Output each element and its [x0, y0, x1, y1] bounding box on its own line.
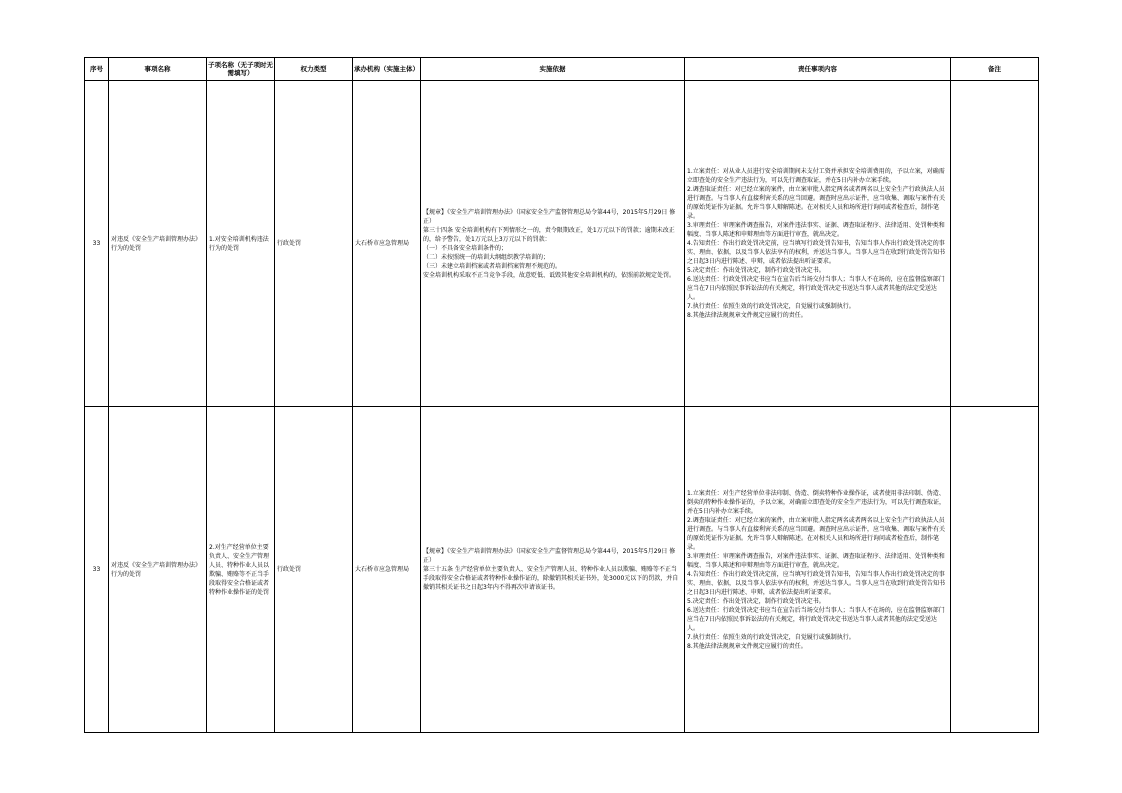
responsibility-line: 4.告知责任：作出行政处罚决定前，应当填写行政处罚告知书，告知当事人作出行政处罚决定的事实、理由、依据，以及当事人依法享有的权利，并送达当事人。当事人应当在收到行政处罚告知书之日起3日内进行陈述、申辩，或者依法提出听证要求。: [687, 570, 946, 596]
item-name-cell: 对违反《安全生产培训管理办法》行为的处罚: [109, 407, 207, 733]
responsibility-line: 5.决定责任：作出处罚决定，制作行政处罚决定书。: [687, 597, 825, 605]
responsibility-line: 3.审理责任：审理案件调查报告，对案件违法事实、证据、调查取证程序、法律适用、处罚种类和幅度、当事人陈述和申辩理由等方面进行审查，就出决定。: [687, 552, 945, 569]
power-type-cell: 行政处罚: [275, 81, 353, 407]
header-row: [85, 58, 1039, 81]
basis-line: （一）不具备安全培训条件的；: [423, 244, 508, 252]
responsibility-line: 6.送达责任：行政处罚决定书应当在宣告后当场交付当事人；当事人不在场的，应在监督监察部门应当在7日内依照民事诉讼法的有关规定，将行政处罚决定书送达当事人或者其他的法定受送达人。: [687, 606, 945, 632]
power-type-cell: 行政处罚: [275, 407, 353, 733]
basis-line: 【规章】《安全生产培训管理办法》（国家安全生产监督管理总局令第44号，2015年5月29日 修正）: [423, 208, 676, 225]
responsibility-line: 1.立案责任：对生产经营单位非法印制、伪造、倒卖特种作业操作证，或者使用非法印制、伪造、倒卖的特种作业操作证的，予以立案，对确需立即查处的安全生产违法行为，可以先行调查取证，并在5日内补办立案手续。: [687, 489, 946, 515]
remarks-cell: [951, 407, 1039, 733]
table-row: [85, 407, 1039, 733]
header-sub-item: 子项名称（无子项时无需填写）: [207, 58, 275, 81]
responsibility-table: [84, 57, 1039, 733]
responsibility-line: 8.其他法律法规规章文件规定应履行的责任。: [687, 312, 807, 319]
agency-cell: 大石桥市应急管理局: [353, 81, 421, 407]
sub-item-cell: 2.对生产经营单位主要负责人、安全生产管理人员、特种作业人员以欺骗、贿赂等不正当手段取得安全合格证或者特种作业操作证的处罚: [207, 407, 275, 733]
basis-line: 第三十五条 生产经营单位主要负责人、安全生产管理人员、特种作业人员以欺骗、贿赂等不正当手段取得安全合格证或者特种作业操作证的，除撤销其相关证书外，处3000元以下的罚款，并自撤销其相关证书之日起3年内不得再次申请该证书。: [423, 566, 679, 591]
basis-cell: [421, 81, 685, 407]
header-basis: 实施依据: [421, 58, 685, 81]
responsibility-line: 6.送达责任：行政处罚决定书应当在宣告后当场交付当事人；当事人不在场的，应在监督监察部门应当在7日内依照民事诉讼法的有关规定，将行政处罚决定书送达当事人或者其他的法定受送达人。: [687, 276, 945, 301]
remarks-cell: [951, 81, 1039, 407]
basis-line: 安全培训机构采取不正当竞争手段，故意贬低、诋毁其他安全培训机构的，依照前款规定处罚。: [423, 271, 676, 279]
responsibility-line: 8.其他法律法规规章文件规定应履行的责任。: [687, 642, 807, 650]
responsibility-cell: [685, 81, 951, 407]
responsibility-line: 7.执行责任：依照生效的行政处罚决定，自觉履行或强制执行。: [687, 633, 855, 641]
responsibility-line: 3.审理责任：审理案件调查报告，对案件违法事实、证据、调查取证程序、法律适用、处罚种类和幅度、当事人陈述和申辩理由等方面进行审查，就出决定。: [687, 222, 945, 238]
table-row: [85, 81, 1039, 407]
header-agency: 承办机构（实施主体）: [353, 58, 421, 81]
basis-line: 第三十四条 安全培训机构有下列情形之一的，责令限期改正，处1万元以下的罚款；逾期未改正的，给予警告，处1万元以上3万元以下的罚款：: [423, 226, 675, 243]
header-seq: 序号: [85, 58, 109, 81]
basis-line: 【规章】《安全生产培训管理办法》（国家安全生产监督管理总局令第44号，2015年5月29日 修正）: [423, 548, 676, 564]
basis-line: （三）未建立培训档案或者培训档案管理不规范的。: [423, 262, 562, 270]
header-responsibility: 责任事项内容: [685, 58, 951, 81]
header-remarks: 备注: [951, 58, 1039, 81]
header-power-type: 权力类型: [275, 58, 353, 81]
seq-cell: 33: [85, 407, 109, 733]
responsibility-line: 1.立案责任：对从业人员进行安全培训期间未支付工资并承担安全培训费用的，予以立案，对确需立即查处的安全生产违法行为，可以先行调查取证，并在5日内补办立案手续。: [687, 168, 945, 184]
responsibility-cell: [685, 407, 951, 733]
responsibility-line: 2.调查取证责任：对已经立案的案件，由立案审批人指定两名或者两名以上安全生产行政执法人员进行调查。与当事人有直接利害关系的应当回避。调查时应出示证件，应当收集、调取与案件有关的原始凭证作为证据。允许当事人辩解陈述。在对相关人员和场所进行询问或者检查后，制作笔录。: [687, 516, 946, 551]
responsibility-line: 2.调查取证责任：对已经立案的案件，由立案审批人指定两名或者两名以上安全生产行政执法人员进行调查。与当事人有直接利害关系的应当回避。调查时应出示证件，应当收集、调取与案件有关的原始凭证作为证据。允许当事人辩解陈述。在对相关人员和场所进行询问或者检查后，制作笔录。: [687, 186, 946, 220]
seq-cell: 33: [85, 81, 109, 407]
responsibility-line: 5.决定责任：作出处罚决定，制作行政处罚决定书。: [687, 267, 825, 274]
responsibility-line: 4.告知责任：作出行政处罚决定前，应当填写行政处罚告知书，告知当事人作出行政处罚决定的事实、理由、依据，以及当事人依法享有的权利，并送达当事人。当事人应当在收到行政处罚告知书之日起3日内进行陈述、申辩，或者依法提出听证要求。: [687, 240, 946, 265]
header-item-name: 事项名称: [109, 58, 207, 81]
responsibility-line: 7.执行责任：依照生效的行政处罚决定，自觉履行或强制执行。: [687, 303, 855, 310]
sub-item-cell: 1.对安全培训机构违法行为的处罚: [207, 81, 275, 407]
basis-line: （二）未按照统一的培训大纲组织教学培训的；: [423, 253, 550, 261]
agency-cell: 大石桥市应急管理局: [353, 407, 421, 733]
item-name-cell: 对违反《安全生产培训管理办法》行为的处罚: [109, 81, 207, 407]
basis-cell: [421, 407, 685, 733]
